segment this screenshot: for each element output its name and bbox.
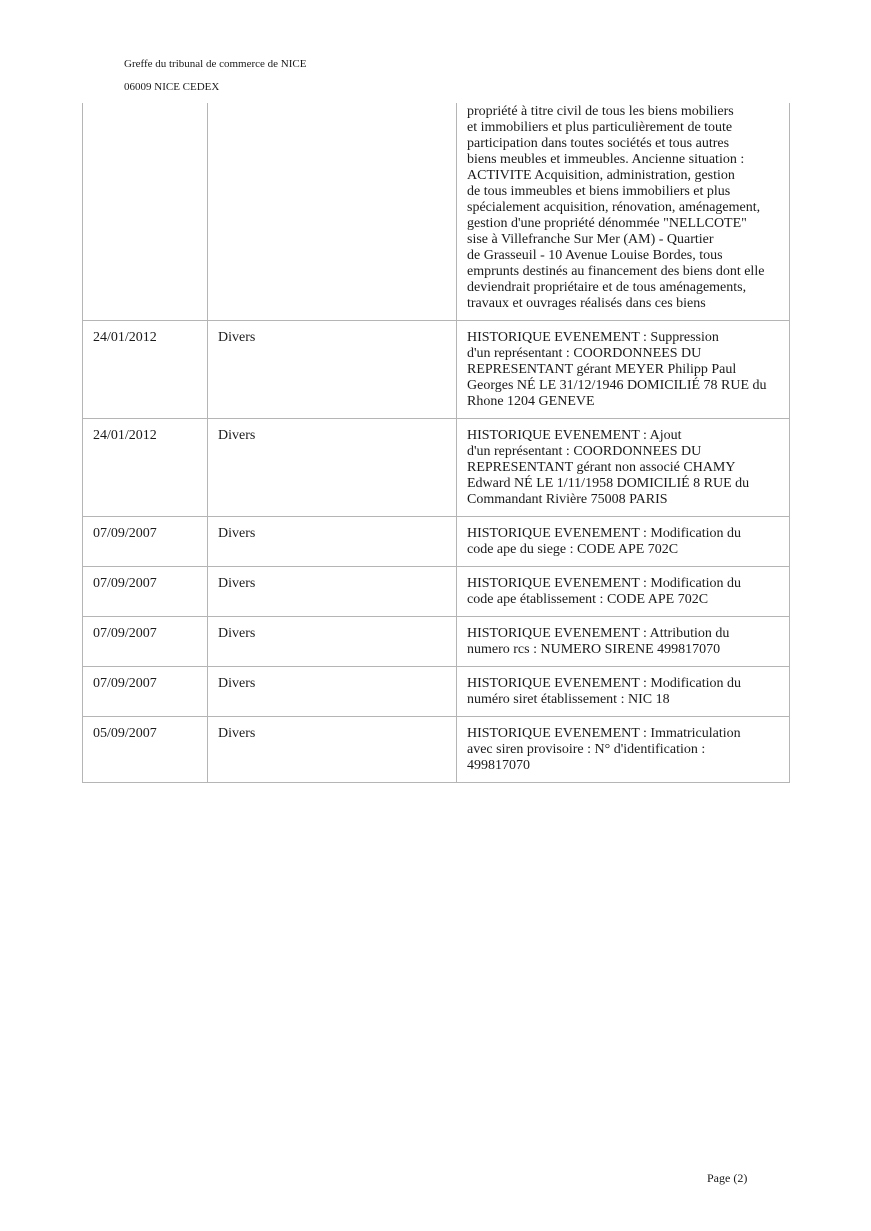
event-type: Divers — [208, 321, 457, 419]
table-row — [83, 617, 790, 667]
event-type: Divers — [208, 667, 457, 717]
header-org-name: Greffe du tribunal de commerce de NICE — [124, 58, 307, 70]
event-type: Divers — [208, 567, 457, 617]
event-type: Divers — [208, 419, 457, 517]
event-description: HISTORIQUE EVENEMENT : Modification du code ape du siege : CODE APE 702C — [457, 517, 790, 567]
event-type — [208, 103, 457, 321]
event-date: 07/09/2007 — [83, 667, 208, 717]
event-date: 24/01/2012 — [83, 321, 208, 419]
table-row — [83, 567, 790, 617]
event-date: 24/01/2012 — [83, 419, 208, 517]
event-description: propriété à titre civil de tous les biens mobiliers et immobiliers et plus particulièrement de toute participation dans toutes sociétés et tous autres biens meubles et immeubles. Ancienne situation : ACTIVITE Acquisition, administration, gestion de tous immeubles et biens immobiliers et plus spécialement acquisition, rénovation, aménagement, gestion d'une propriété dénommée "NELLCOTE" sise à Villefranche Sur Mer (AM) - Quartier de Grasseuil - 10 Avenue Louise Bordes, tous emprunts destinés au financement des biens dont elle deviendrait propriétaire et de tous aménagements, travaux et ouvrages réalisés dans ces biens — [457, 103, 790, 321]
event-date: 07/09/2007 — [83, 567, 208, 617]
event-description: HISTORIQUE EVENEMENT : Immatriculation avec siren provisoire : N° d'identification : 499817070 — [457, 717, 790, 783]
event-type: Divers — [208, 717, 457, 783]
events-table — [82, 103, 790, 783]
header-address: 06009 NICE CEDEX — [124, 81, 220, 93]
event-description: HISTORIQUE EVENEMENT : Modification du code ape établissement : CODE APE 702C — [457, 567, 790, 617]
table-row — [83, 517, 790, 567]
table-row — [83, 419, 790, 517]
table-row — [83, 717, 790, 783]
event-date: 07/09/2007 — [83, 517, 208, 567]
event-description: HISTORIQUE EVENEMENT : Suppression d'un représentant : COORDONNEES DU REPRESENTANT gérant MEYER Philipp Paul Georges NÉ LE 31/12/1946 DOMICILIÉ 78 RUE du Rhone 1204 GENEVE — [457, 321, 790, 419]
event-description: HISTORIQUE EVENEMENT : Modification du numéro siret établissement : NIC 18 — [457, 667, 790, 717]
table-row — [83, 103, 790, 321]
table-row — [83, 321, 790, 419]
event-date — [83, 103, 208, 321]
event-description: HISTORIQUE EVENEMENT : Ajout d'un représentant : COORDONNEES DU REPRESENTANT gérant non associé CHAMY Edward NÉ LE 1/11/1958 DOMICILIÉ 8 RUE du Commandant Rivière 75008 PARIS — [457, 419, 790, 517]
page-number: Page (2) — [707, 1171, 748, 1185]
event-date: 07/09/2007 — [83, 617, 208, 667]
event-date: 05/09/2007 — [83, 717, 208, 783]
table-row — [83, 667, 790, 717]
event-type: Divers — [208, 617, 457, 667]
event-description: HISTORIQUE EVENEMENT : Attribution du numero rcs : NUMERO SIRENE 499817070 — [457, 617, 790, 667]
event-type: Divers — [208, 517, 457, 567]
